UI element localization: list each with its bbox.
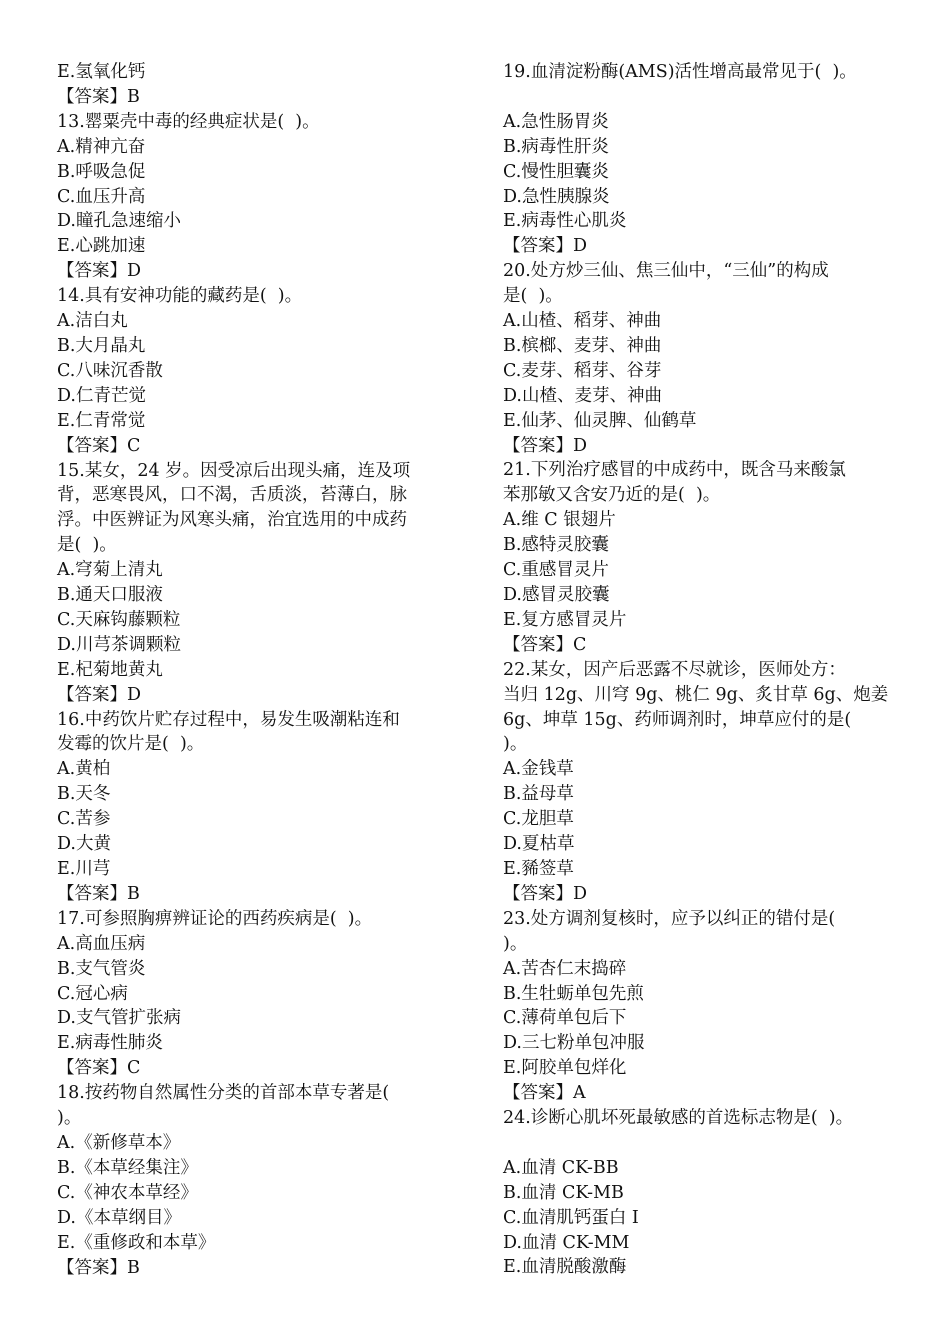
text-line: 苯那敏又含安乃近的是( )。 (503, 485, 721, 506)
option-line: B.血清 CK-MB (503, 1182, 624, 1203)
option-line: A.穹菊上清丸 (57, 560, 163, 581)
option-line: A.精神亢奋 (57, 136, 146, 157)
option-line: D.大黄 (57, 834, 111, 855)
text-line: )。 (503, 933, 528, 954)
option-line: D.感冒灵胶囊 (503, 585, 610, 606)
text-line: 6g、坤草 15g、药师调剂时，坤草应付的是( (503, 709, 852, 730)
option-line: E.病毒性心肌炎 (503, 211, 627, 232)
answer-line: 【答案】D (503, 236, 588, 257)
option-line: E.心跳加速 (57, 236, 146, 257)
option-line: B.生牡蛎单包先煎 (503, 983, 644, 1004)
option-line: E.病毒性肺炎 (57, 1033, 163, 1054)
option-line: C.苦参 (57, 809, 111, 830)
option-line: B.通天口服液 (57, 585, 163, 606)
option-line: B.益母草 (503, 784, 574, 805)
option-line: B.槟榔、麦芽、神曲 (503, 335, 662, 356)
option-line: E.豨签草 (503, 858, 574, 879)
question-line: 18.按药物自然属性分类的首部本草专著是( (57, 1083, 390, 1104)
question-line: 16.中药饮片贮存过程中，易发生吸潮粘连和 (57, 709, 400, 730)
option-line: D.急性胰腺炎 (503, 186, 610, 207)
option-line: A.维 C 银翅片 (503, 510, 616, 531)
option-line: A.急性肠胃炎 (503, 111, 609, 132)
option-line: D.山楂、麦芽、神曲 (503, 385, 662, 406)
option-line: E.川芎 (57, 859, 111, 879)
option-line: D.仁青芒觉 (57, 385, 146, 406)
option-line: C.血压升高 (57, 186, 146, 207)
option-line: C.《神农本草经》 (57, 1182, 198, 1203)
answer-line: 【答案】C (57, 435, 141, 456)
option-line: D.三七粉单包冲服 (503, 1033, 645, 1054)
option-line: D.瞳孔急速缩小 (57, 211, 181, 232)
answer-line: 【答案】A (503, 1083, 586, 1104)
option-line: C.龙胆草 (503, 809, 574, 830)
option-line: D.支气管扩张病 (57, 1008, 181, 1029)
question-line: 15.某女，24 岁。因受凉后出现头痛，连及项 (57, 460, 411, 481)
option-line: A.苦杏仁末捣碎 (503, 958, 627, 979)
right-column (503, 60, 903, 1280)
option-line: B.病毒性肝炎 (503, 136, 609, 157)
answer-line: 【答案】D (503, 883, 588, 904)
text-line: 是( )。 (57, 535, 117, 556)
question-line: 17.可参照胸痹辨证论的西药疾病是( )。 (57, 908, 373, 929)
answer-line: 【答案】C (57, 1058, 141, 1079)
question-line: 14.具有安神功能的藏药是( )。 (57, 286, 303, 307)
question-line: 20.处方炒三仙、焦三仙中，“三仙”的构成 (503, 261, 829, 282)
blank-line (503, 85, 903, 110)
answer-line: 【答案】D (57, 261, 142, 282)
option-line: E.氢氧化钙 (57, 62, 146, 82)
option-line: A.高血压病 (57, 933, 146, 954)
option-line: B.大月晶丸 (57, 335, 146, 356)
option-line: E.复方感冒灵片 (503, 609, 627, 630)
left-column (57, 60, 447, 1280)
option-line: A.洁白丸 (57, 311, 128, 332)
option-line: E.仁青常觉 (57, 410, 146, 431)
option-line: E.血清脱酸激酶 (503, 1257, 627, 1278)
text-line: 背，恶寒畏风，口不渴，舌质淡，苔薄白，脉 (57, 485, 407, 506)
option-line: B.《本草经集注》 (57, 1157, 198, 1178)
option-line: B.支气管炎 (57, 958, 146, 979)
option-line: E.阿胶单包烊化 (503, 1058, 627, 1079)
option-line: A.《新修草本》 (57, 1132, 181, 1153)
option-line: A.金钱草 (503, 759, 574, 780)
option-line: D.川芎茶调颗粒 (57, 634, 181, 655)
answer-line: 【答案】D (57, 684, 142, 705)
text-line: 发霉的饮片是( )。 (57, 734, 205, 755)
option-line: B.呼吸急促 (57, 161, 146, 182)
option-line: C.慢性胆囊炎 (503, 161, 609, 182)
option-line: E.仙茅、仙灵脾、仙鹤草 (503, 410, 697, 431)
answer-line: 【答案】B (57, 86, 140, 107)
option-line: E.《重修政和本草》 (57, 1232, 216, 1253)
option-line: C.重感冒灵片 (503, 560, 609, 581)
answer-line: 【答案】B (57, 883, 140, 904)
question-line: 21.下列治疗感冒的中成药中，既含马来酸氯 (503, 460, 846, 481)
option-line: C.血清肌钙蛋白 I (503, 1207, 639, 1228)
option-line: C.麦芽、稻芽、谷芽 (503, 360, 662, 381)
option-line: B.天冬 (57, 784, 111, 805)
option-line: B.感特灵胶囊 (503, 535, 609, 556)
question-line: 22.某女，因产后恶露不尽就诊，医师处方： (503, 659, 846, 680)
answer-line: 【答案】C (503, 634, 587, 655)
option-line: D.血清 CK-MM (503, 1232, 630, 1253)
text-line: 当归 12g、川穹 9g、桃仁 9g、炙甘草 6g、炮姜 (503, 684, 889, 705)
answer-line: 【答案】B (57, 1257, 140, 1278)
text-line: 浮。中医辨证为风寒头痛，治宜选用的中成药 (57, 510, 407, 531)
option-line: C.天麻钩藤颗粒 (57, 609, 181, 630)
question-line: 24.诊断心肌坏死最敏感的首选标志物是( )。 (503, 1108, 854, 1129)
option-line: A.山楂、稻芽、神曲 (503, 311, 662, 332)
blank-line (503, 1131, 903, 1156)
option-line: A.黄柏 (57, 759, 111, 780)
option-line: C.薄荷单包后下 (503, 1008, 627, 1029)
text-line: )。 (503, 734, 528, 755)
question-line: 13.罂粟壳中毒的经典症状是( )。 (57, 111, 320, 132)
option-line: E.杞菊地黄丸 (57, 659, 163, 680)
option-line: A.血清 CK-BB (503, 1157, 619, 1178)
option-line: D.夏枯草 (503, 834, 575, 855)
question-line: 23.处方调剂复核时，应予以纠正的错付是( (503, 908, 836, 929)
text-line: )。 (57, 1108, 82, 1129)
text-line: 是( )。 (503, 286, 563, 307)
question-line: 19.血清淀粉酶(AMS)活性增高最常见于( )。 (503, 62, 857, 82)
answer-line: 【答案】D (503, 435, 588, 456)
option-line: D.《本草纲目》 (57, 1207, 181, 1228)
option-line: C.八味沉香散 (57, 360, 163, 381)
option-line: C.冠心病 (57, 983, 128, 1004)
